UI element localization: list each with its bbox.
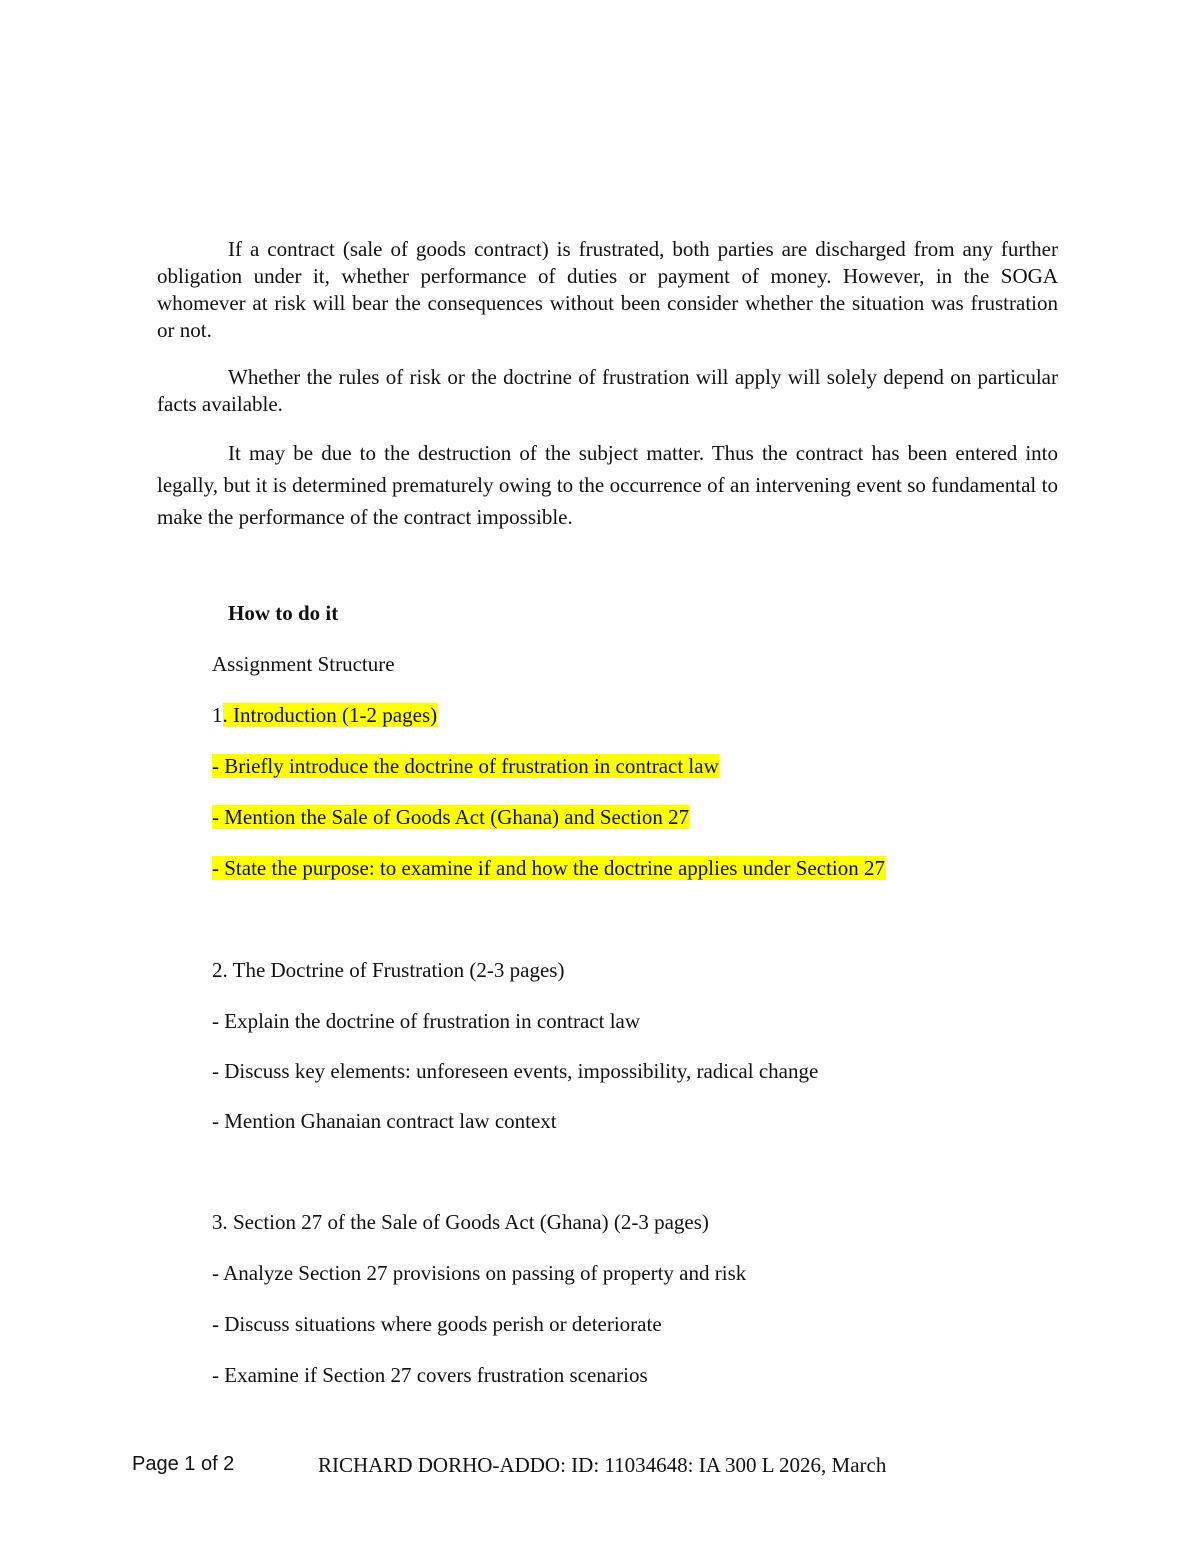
section-2-item-1: - Explain the doctrine of frustration in contract law [212, 1009, 641, 1033]
body-paragraph-2: Whether the rules of risk or the doctrine of frustration will apply will solely depend on particular facts available. [157, 365, 1058, 416]
author-line: RICHARD DORHO-ADDO: ID: 11034648: IA 300 L 2026, March [318, 1453, 887, 1477]
section-2-item-3: - Mention Ghanaian contract law context [212, 1109, 557, 1133]
body-paragraph-1: If a contract (sale of goods contract) is frustrated, both parties are discharged from any further obligation under it, whether performance of duties or payment of money. However, in the SOGA whomever at risk will bear the consequences without been consider whether the situation was frustration or not. [157, 237, 1058, 342]
section-1-item-2: - Mention the Sale of Goods Act (Ghana) and Section 27 [212, 805, 690, 829]
section-1-number: 1 [212, 703, 223, 727]
section-2-item-2: - Discuss key elements: unforeseen events, impossibility, radical change [212, 1059, 819, 1083]
section-3-item-3: - Examine if Section 27 covers frustration scenarios [212, 1363, 648, 1387]
section-heading: How to do it [228, 601, 339, 625]
section-1-title-text: . Introduction (1-2 pages) [222, 703, 438, 727]
page-number: Page 1 of 2 [132, 1453, 235, 1475]
section-1-item-1: - Briefly introduce the doctrine of frustration in contract law [212, 754, 719, 778]
section-3-item-1: - Analyze Section 27 provisions on passing of property and risk [212, 1261, 747, 1285]
section-3-title: 3. Section 27 of the Sale of Goods Act (Ghana) (2-3 pages) [212, 1210, 709, 1234]
section-3-item-2: - Discuss situations where goods perish or deteriorate [212, 1312, 662, 1336]
page-footer [0, 1453, 1200, 1483]
body-paragraph-3: It may be due to the destruction of the subject matter. Thus the contract has been entered into legally, but it is determined prematurely owing to the occurrence of an intervening event so fundamental to make the performance of the contract impossible. [157, 441, 1058, 529]
structure-label: Assignment Structure [212, 652, 395, 676]
section-1-item-3: - State the purpose: to examine if and how the doctrine applies under Section 27 [212, 856, 885, 880]
section-2-title: 2. The Doctrine of Frustration (2-3 pages) [212, 958, 565, 982]
section-1-title [212, 702, 437, 729]
